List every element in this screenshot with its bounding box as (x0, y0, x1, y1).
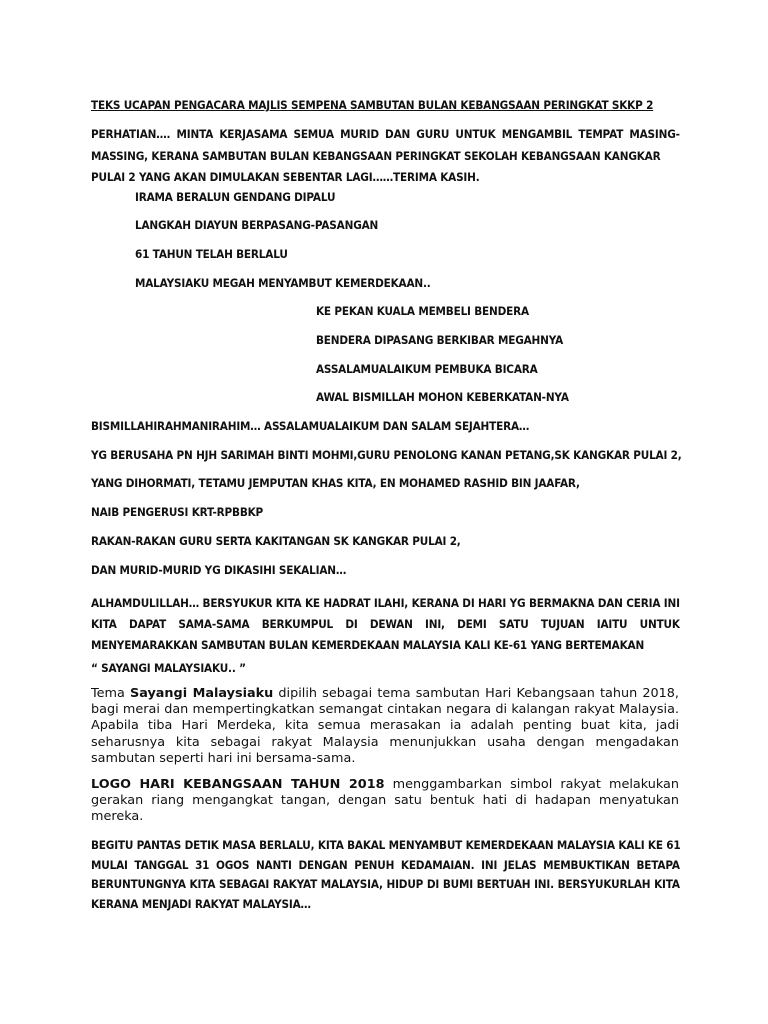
pantun-line: ASSALAMUALAIKUM PEMBUKA BICARA (316, 362, 538, 376)
begitu-line: BEGITU PANTAS DETIK MASA BERLALU, KITA BAKAL MENYAMBUT KEMERDEKAAN MALAYSIA KALI KE 61 (91, 838, 681, 852)
pantun-line: 61 TAHUN TELAH BERLALU (135, 247, 288, 261)
tema-line: seharusnya kita sebagai rakyat Malaysia menunjukkan usaha dengan mengadakan (91, 734, 679, 750)
salutation-line: BISMILLAHIRAHMANIRAHIM… ASSALAMUALAIKUM DAN SALAM SEJAHTERA… (91, 419, 530, 433)
begitu-line: BERUNTUNGNYA KITA SEBAGAI RAKYAT MALAYSIA, HIDUP DI BUMI BERTUAH INI. BERSYUKURLAH KITA (91, 877, 680, 891)
pantun-line: IRAMA BERALUN GENDANG DIPALU (135, 190, 336, 204)
begitu-line: KERANA MENJADI RAKYAT MALAYSIA… (91, 896, 311, 911)
pantun-line: KE PEKAN KUALA MEMBELI BENDERA (316, 304, 529, 318)
logo-bold: LOGO HARI KEBANGSAAN TAHUN 2018 (91, 777, 385, 792)
logo-line: mereka. (91, 809, 144, 825)
pantun-line: MALAYSIAKU MEGAH MENYAMBUT KEMERDEKAAN.. (135, 276, 431, 290)
logo-line (91, 777, 679, 793)
alhamdulillah-line: KITA DAPAT SAMA-SAMA BERKUMPUL DI DEWAN INI, DEMI SATU TUJUAN IAITU UNTUK (91, 617, 680, 631)
alhamdulillah-line: MENYEMARAKKAN SAMBUTAN BULAN KEMERDEKAAN MALAYSIA KALI KE-61 YANG BERTEMAKAN (91, 638, 645, 652)
perhatian-paragraph (91, 124, 680, 189)
tema-rest: dipilih sebagai tema sambutan Hari Kebangsaan tahun 2018, (273, 686, 679, 701)
tema-line: sambutan seperti hari ini bersama-sama. (91, 750, 356, 766)
tema-bold: Sayangi Malaysiaku (130, 686, 274, 701)
salutation-line: RAKAN-RAKAN GURU SERTA KAKITANGAN SK KANGKAR PULAI 2, (91, 534, 461, 548)
perhatian-line: MASSING, KERANA SAMBUTAN BULAN KEBANGSAAN PERINGKAT SEKOLAH KEBANGSAAN KANGKAR (91, 148, 661, 163)
pantun-line: BENDERA DIPASANG BERKIBAR MEGAHNYA (316, 333, 564, 347)
begitu-paragraph (91, 836, 680, 914)
alhamdulillah-line: ALHAMDULILLAH… BERSYUKUR KITA KE HADRAT ILAHI, KERANA DI HARI YG BERMAKNA DAN CERIA INI (91, 596, 680, 610)
tema-line: bagi merai dan mempertingkatkan semangat cintakan negara di kalangan rakyat Malaysia. (91, 702, 679, 718)
perhatian-line: PERHATIAN…. MINTA KERJASAMA SEMUA MURID DAN GURU UNTUK MENGAMBIL TEMPAT MASING- (91, 127, 680, 141)
alhamdulillah-paragraph (91, 593, 680, 656)
logo-paragraph (91, 777, 679, 826)
tema-line: Apabila tiba Hari Merdeka, kita semua merasakan ia adalah penting buat kita, jadi (91, 718, 679, 734)
tema-paragraph (91, 686, 679, 767)
tema-line (91, 686, 679, 702)
document-title: TEKS UCAPAN PENGACARA MAJLIS SEMPENA SAMBUTAN BULAN KEBANGSAAN PERINGKAT SKKP 2 (91, 98, 654, 112)
perhatian-line: PULAI 2 YANG AKAN DIMULAKAN SEBENTAR LAGI……TERIMA KASIH. (91, 170, 480, 184)
tema-lead: Tema (91, 686, 130, 701)
begitu-line: MULAI TANGGAL 31 OGOS NANTI DENGAN PENUH KEDAMAIAN. INI JELAS MEMBUKTIKAN BETAPA (91, 857, 680, 872)
salutation-line: NAIB PENGERUSI KRT-RPBBKP (91, 505, 264, 519)
pantun-line: LANGKAH DIAYUN BERPASANG-PASANGAN (135, 218, 379, 232)
salutation-line: DAN MURID-MURID YG DIKASIHI SEKALIAN… (91, 563, 347, 577)
logo-rest: menggambarkan simbol rakyat melakukan (384, 777, 680, 792)
salutation-line: YG BERUSAHA PN HJH SARIMAH BINTI MOHMI,GURU PENOLONG KANAN PETANG,SK KANGKAR PULAI 2, (91, 448, 682, 462)
salutation-line: YANG DIHORMATI, TETAMU JEMPUTAN KHAS KITA, EN MOHAMED RASHID BIN JAAFAR, (91, 476, 580, 490)
pantun-line: AWAL BISMILLAH MOHON KEBERKATAN-NYA (316, 390, 569, 404)
logo-line: gerakan riang mengangkat tangan, dengan satu bentuk hati di hadapan menyatukan (91, 793, 679, 809)
theme-quote: “ SAYANGI MALAYSIAKU.. ” (91, 661, 246, 675)
